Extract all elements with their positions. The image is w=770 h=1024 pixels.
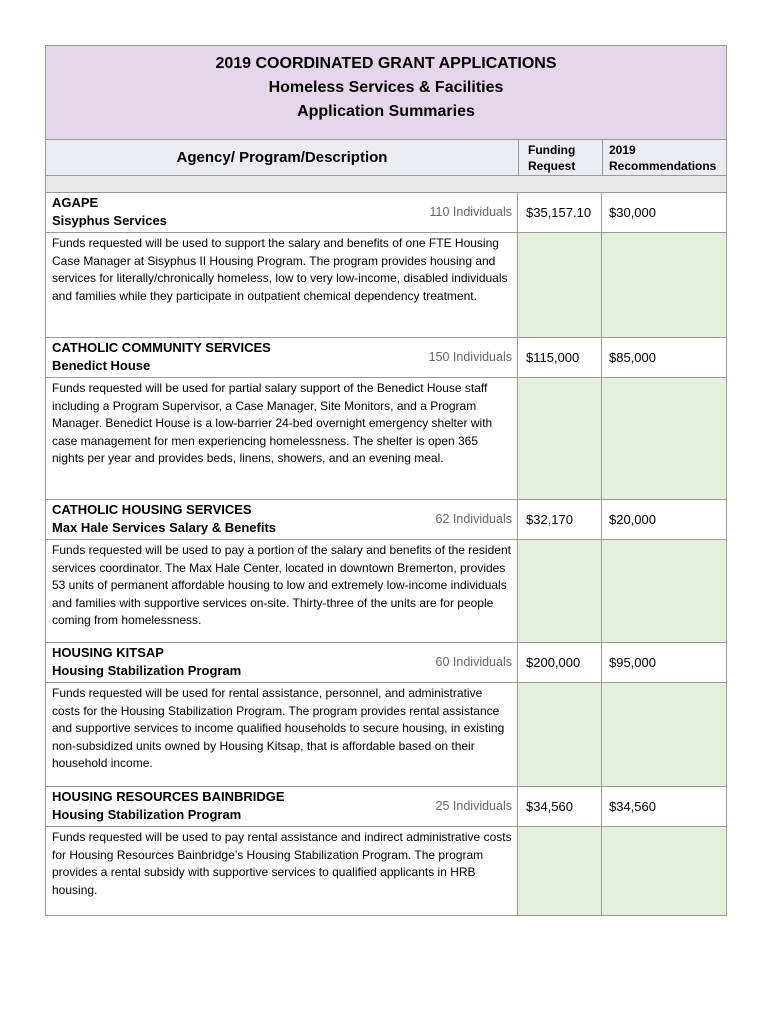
empty-cell bbox=[518, 378, 602, 499]
entry-row bbox=[46, 643, 726, 787]
entry-summary-row bbox=[46, 338, 726, 378]
agency-name: HOUSING KITSAP bbox=[52, 645, 164, 660]
program-name: Housing Stabilization Program bbox=[52, 807, 242, 822]
empty-cell bbox=[602, 683, 726, 786]
empty-cell bbox=[518, 540, 602, 642]
empty-cell bbox=[602, 540, 726, 642]
entry-summary-row bbox=[46, 500, 726, 540]
program-description: Funds requested will be used to support the salary and benefits of one FTE Housing Case Manager at Sisyphus II Housing Program. The program provides housing and services for literally/chronically homeless, low to very low-income, disabled individuals and families while they participate in outpatient chemical dependency treatment. bbox=[46, 233, 518, 337]
entry-description-row bbox=[46, 378, 726, 500]
funding-request: $35,157.10 bbox=[518, 193, 602, 232]
recommendation-amount: $85,000 bbox=[609, 350, 656, 365]
empty-cell bbox=[518, 233, 602, 337]
entry-row bbox=[46, 787, 726, 915]
title-line-1: 2019 COORDINATED GRANT APPLICATIONS bbox=[215, 55, 557, 72]
entry-summary-row bbox=[46, 193, 726, 233]
recommendation-amount: $20,000 bbox=[609, 512, 656, 527]
individuals-count: 60 Individuals bbox=[435, 655, 512, 669]
agency-name: CATHOLIC COMMUNITY SERVICES bbox=[52, 340, 271, 355]
individuals-count: 110 Individuals bbox=[429, 205, 512, 219]
program-description: Funds requested will be used for rental assistance, personnel, and administrative costs for the Housing Stabilization Program. The program provides rental assistance and supportive services to income qualified households to secure housing, in existing non-subsidized units owned by Housing Kitsap, that is affordable based on their household income. bbox=[46, 683, 518, 786]
entry-agency-cell bbox=[46, 500, 518, 539]
program-description: Funds requested will be used to pay a portion of the salary and benefits of the resident services coordinator. The Max Hale Center, located in downtown Bremerton, provides 53 units of permanent affordable housing to low and extremely low-income individuals and families with supportive services on-site. Thirty-three of the units are for people coming from homelessness. bbox=[46, 540, 518, 642]
title-block bbox=[46, 46, 726, 140]
recommendations-column-header bbox=[603, 140, 726, 175]
agency-name: AGAPE bbox=[52, 195, 99, 210]
entry-summary-row bbox=[46, 643, 726, 683]
entry-agency-cell bbox=[46, 338, 518, 377]
funding-column-header bbox=[519, 140, 603, 175]
empty-cell bbox=[602, 827, 726, 915]
recommendation-amount: $95,000 bbox=[609, 655, 656, 670]
entry-agency-cell bbox=[46, 787, 518, 826]
empty-cell bbox=[518, 683, 602, 786]
title-line-2: Homeless Services & Facilities bbox=[268, 79, 504, 96]
entry-description-row bbox=[46, 683, 726, 787]
agency-name: CATHOLIC HOUSING SERVICES bbox=[52, 502, 252, 517]
program-name: Max Hale Services Salary & Benefits bbox=[52, 520, 277, 535]
program-description: Funds requested will be used to pay rental assistance and indirect administrative costs for Housing Resources Bainbridge’s Housing Stabilization Program. The program provides a rental subsidy with supportive services to qualified applicants in HRB housing. bbox=[46, 827, 518, 915]
funding-request: $32,170 bbox=[518, 500, 602, 539]
column-header-row bbox=[46, 140, 726, 176]
empty-cell bbox=[518, 827, 602, 915]
rec-header-line-2: Recommendations bbox=[609, 159, 717, 173]
entry-description-row bbox=[46, 827, 726, 915]
program-name: Housing Stabilization Program bbox=[52, 663, 242, 678]
title-line-3: Application Summaries bbox=[297, 103, 475, 120]
entry-agency-cell bbox=[46, 193, 518, 232]
entry-row bbox=[46, 338, 726, 500]
recommendation-amount: $34,560 bbox=[609, 799, 656, 814]
entry-row bbox=[46, 500, 726, 643]
entry-row bbox=[46, 193, 726, 338]
rec-header-line-1: 2019 bbox=[609, 143, 636, 157]
entry-summary-row bbox=[46, 787, 726, 827]
entry-agency-cell bbox=[46, 643, 518, 682]
empty-cell bbox=[602, 233, 726, 337]
funding-request: $34,560 bbox=[518, 787, 602, 826]
spacer-row bbox=[46, 176, 726, 193]
entry-description-row bbox=[46, 233, 726, 338]
funding-header-line-1: Funding bbox=[528, 143, 576, 157]
recommendation-amount: $30,000 bbox=[609, 205, 656, 220]
individuals-count: 150 Individuals bbox=[428, 350, 512, 364]
funding-request: $200,000 bbox=[518, 643, 602, 682]
individuals-count: 25 Individuals bbox=[435, 799, 512, 813]
program-description: Funds requested will be used for partial salary support of the Benedict House staff including a Program Supervisor, a Case Manager, Site Monitors, and a Program Manager. Benedict House is a low-barrier 24-bed overnight emergency shelter with case management for men experiencing homelessness. The shelter is open 365 nights per year and provides beds, linens, showers, and an evening meal. bbox=[46, 378, 518, 499]
program-name: Sisyphus Services bbox=[52, 213, 167, 228]
summary-table bbox=[45, 45, 727, 916]
individuals-count: 62 Individuals bbox=[435, 512, 512, 526]
funding-request: $115,000 bbox=[518, 338, 602, 377]
funding-header-line-2: Request bbox=[528, 159, 576, 173]
empty-cell bbox=[602, 378, 726, 499]
entry-description-row bbox=[46, 540, 726, 643]
agency-name: HOUSING RESOURCES BAINBRIDGE bbox=[52, 789, 285, 804]
agency-column-header: Agency/ Program/Description bbox=[46, 140, 519, 175]
program-name: Benedict House bbox=[52, 358, 151, 373]
